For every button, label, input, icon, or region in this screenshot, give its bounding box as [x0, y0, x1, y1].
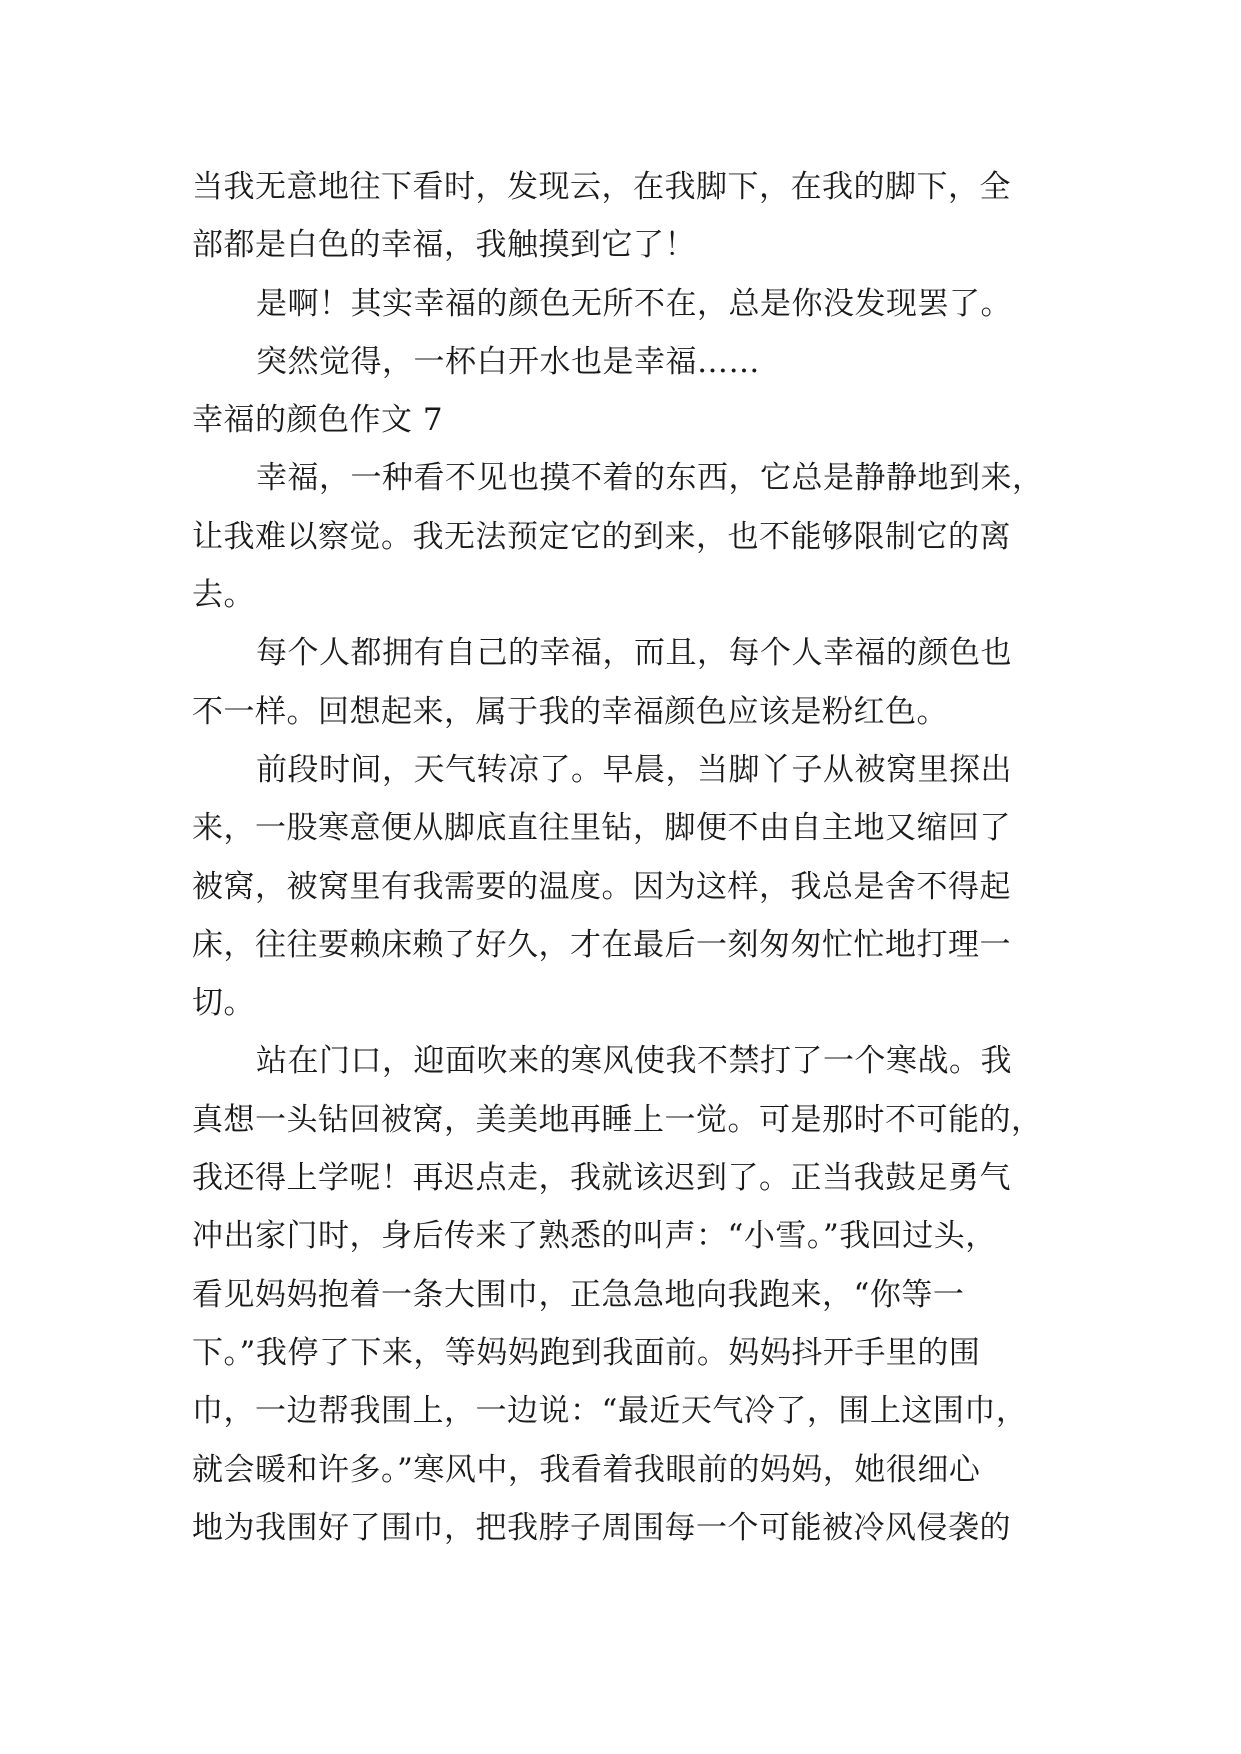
text-line: 前段时间，天气转凉了。早晨，当脚丫子从被窝里探出 — [256, 751, 1012, 788]
text-line: 就会暖和许多。”寒风中，我看着我眼前的妈妈，她很细心 — [192, 1451, 981, 1488]
text-line: 站在门口，迎面吹来的寒风使我不禁打了一个寒战。我 — [256, 1043, 1012, 1080]
text-line: 下。”我停了下来，等妈妈跑到我面前。妈妈抖开手里的围 — [192, 1334, 981, 1371]
text-line: 巾，一边帮我围上，一边说：“最近天气冷了，围上这围巾， — [192, 1393, 1028, 1430]
text-line: 每个人都拥有自己的幸福，而且，每个人幸福的颜色也 — [256, 635, 1012, 672]
text-line: 真想一头钻回被窝，美美地再睡上一觉。可是那时不可能的， — [192, 1101, 1043, 1138]
text-line: 去。 — [192, 577, 255, 614]
text-line: 床，往往要赖床赖了好久，才在最后一刻匆匆忙忙地打理一 — [192, 926, 1011, 963]
text-line: 幸福，一种看不见也摸不着的东西，它总是静静地到来， — [256, 460, 1044, 497]
text-line: 我还得上学呢！再迟点走，我就该迟到了。正当我鼓足勇气 — [192, 1160, 1011, 1197]
section-heading: 幸福的颜色作文 7 — [192, 402, 444, 439]
text-line: 来，一股寒意便从脚底直往里钻，脚便不由自主地又缩回了 — [192, 810, 1011, 847]
text-line: 当我无意地往下看时，发现云，在我脚下，在我的脚下，全 — [192, 169, 1011, 205]
text-line: 是啊！其实幸福的颜色无所不在，总是你没发现罢了。 — [256, 285, 1012, 322]
text-line: 突然觉得，一杯白开水也是幸福…… — [256, 343, 760, 380]
document-body — [192, 158, 1052, 1557]
text-line: 被窝，被窝里有我需要的温度。因为这样，我总是舍不得起 — [192, 868, 1011, 905]
text-line: 冲出家门时，身后传来了熟悉的叫声：“小雪。”我回过头， — [192, 1218, 997, 1255]
text-line: 部都是白色的幸福，我触摸到它了！ — [192, 227, 696, 264]
text-line: 让我难以察觉。我无法预定它的到来，也不能够限制它的离 — [192, 518, 1011, 555]
text-line: 不一样。回想起来，属于我的幸福颜色应该是粉红色。 — [192, 693, 948, 730]
text-line: 看见妈妈抱着一条大围巾，正急急地向我跑来，“你等一 — [192, 1276, 965, 1313]
text-line: 地为我围好了围巾，把我脖子周围每一个可能被冷风侵袭的 — [192, 1509, 1011, 1546]
text-line: 切。 — [192, 985, 255, 1022]
